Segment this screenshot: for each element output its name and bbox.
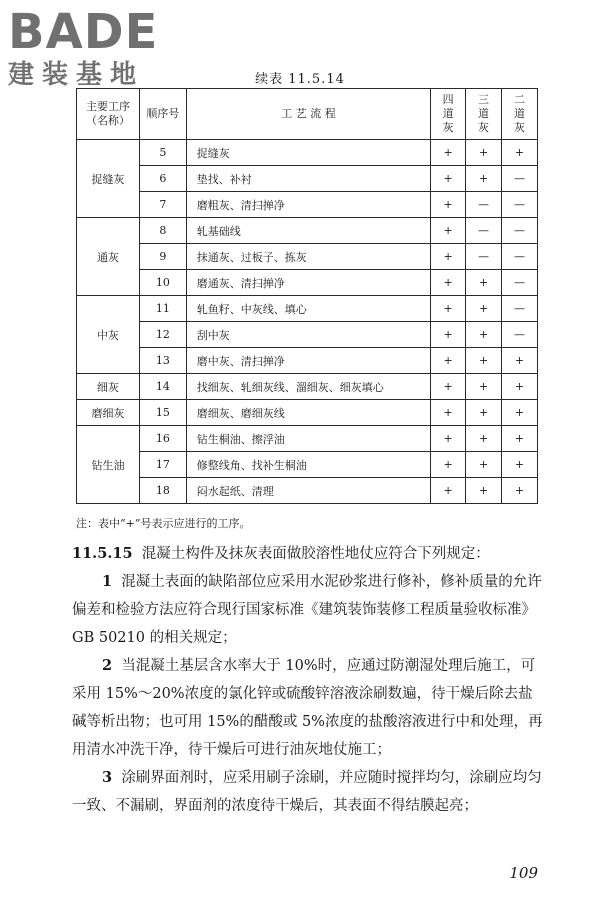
table-caption: 续表 11.5.14: [255, 72, 345, 87]
item-text: 涂刷界面剂时，应采用刷子涂刷，并应随时搅拌均匀，涂刷应均匀一致、不漏刷，界面剂的浓度待干燥后，其表面不得结膜起亮；: [72, 770, 542, 814]
two-coat-cell: —: [502, 296, 538, 322]
item-1: [72, 568, 544, 652]
flow-cell: 垫找、补衬: [186, 166, 430, 192]
table-row: [77, 296, 538, 322]
item-number: 2: [102, 657, 113, 674]
table-note: 注：表中“+”号表示应进行的工序。: [76, 517, 251, 530]
two-coat-cell: —: [502, 218, 538, 244]
two-coat-cell: —: [502, 270, 538, 296]
item-2: [72, 652, 544, 764]
three-coat-cell: +: [466, 270, 502, 296]
item-number: 3: [102, 769, 113, 786]
logo-wordmark: BADE: [8, 4, 159, 60]
section-heading: [72, 540, 544, 568]
process-name-cell: 钻生油: [77, 426, 140, 504]
header-three-coat: 三道灰: [466, 89, 502, 140]
four-coat-cell: +: [431, 140, 466, 166]
flow-cell: 轧基础线: [186, 218, 430, 244]
table-row: [77, 192, 538, 218]
seq-cell: 5: [139, 140, 186, 166]
two-coat-cell: +: [502, 426, 538, 452]
three-coat-cell: +: [466, 348, 502, 374]
seq-cell: 15: [139, 400, 186, 426]
three-coat-cell: —: [466, 218, 502, 244]
seq-cell: 13: [139, 348, 186, 374]
table-row: [77, 400, 538, 426]
process-name-cell: 细灰: [77, 374, 140, 400]
two-coat-cell: —: [502, 192, 538, 218]
three-coat-cell: —: [466, 192, 502, 218]
four-coat-cell: +: [431, 400, 466, 426]
seq-cell: 17: [139, 452, 186, 478]
flow-cell: 找细灰、轧细灰线、溜细灰、细灰填心: [186, 374, 430, 400]
seq-cell: 10: [139, 270, 186, 296]
flow-cell: 钻生桐油、擦浮油: [186, 426, 430, 452]
flow-cell: 修整线角、找补生桐油: [186, 452, 430, 478]
four-coat-cell: +: [431, 478, 466, 504]
four-coat-cell: +: [431, 322, 466, 348]
two-coat-cell: +: [502, 140, 538, 166]
three-coat-cell: —: [466, 244, 502, 270]
process-name-cell: 通灰: [77, 218, 140, 296]
flow-cell: 磨粗灰、清扫掸净: [186, 192, 430, 218]
seq-cell: 18: [139, 478, 186, 504]
four-coat-cell: +: [431, 296, 466, 322]
seq-cell: 12: [139, 322, 186, 348]
flow-cell: 磨通灰、清扫掸净: [186, 270, 430, 296]
two-coat-cell: +: [502, 400, 538, 426]
flow-cell: 磨中灰、清扫掸净: [186, 348, 430, 374]
seq-cell: 6: [139, 166, 186, 192]
four-coat-cell: +: [431, 218, 466, 244]
process-table: [76, 88, 538, 504]
two-coat-cell: +: [502, 348, 538, 374]
three-coat-cell: +: [466, 478, 502, 504]
two-coat-cell: —: [502, 244, 538, 270]
three-coat-cell: +: [466, 452, 502, 478]
four-coat-cell: +: [431, 426, 466, 452]
four-coat-cell: +: [431, 192, 466, 218]
section-title: 混凝土构件及抹灰表面做胶溶性地仗应符合下列规定：: [141, 546, 490, 562]
table-row: [77, 166, 538, 192]
item-text: 混凝土表面的缺陷部位应采用水泥砂浆进行修补，修补质量的允许偏差和检验方法应符合现行国家标准《建筑装饰装修工程质量验收标准》GB 50210 的相关规定；: [72, 574, 542, 646]
three-coat-cell: +: [466, 296, 502, 322]
table-row: [77, 322, 538, 348]
flow-cell: 捉缝灰: [186, 140, 430, 166]
item-number: 1: [102, 573, 113, 590]
item-3: [72, 764, 544, 820]
table-header-row: [77, 89, 538, 140]
two-coat-cell: —: [502, 166, 538, 192]
four-coat-cell: +: [431, 452, 466, 478]
four-coat-cell: +: [431, 270, 466, 296]
table-row: [77, 478, 538, 504]
flow-cell: 轧鱼籽、中灰线、填心: [186, 296, 430, 322]
seq-cell: 8: [139, 218, 186, 244]
table-row: [77, 270, 538, 296]
table-row: [77, 244, 538, 270]
table-row: [77, 374, 538, 400]
seq-cell: 14: [139, 374, 186, 400]
seq-cell: 11: [139, 296, 186, 322]
header-four-coat: 四道灰: [431, 89, 466, 140]
table-row: [77, 426, 538, 452]
logo-subtitle: 建装基地: [8, 60, 145, 90]
header-two-coat: 二道灰: [502, 89, 538, 140]
three-coat-cell: +: [466, 374, 502, 400]
two-coat-cell: +: [502, 452, 538, 478]
header-seq: 顺序号: [139, 89, 186, 140]
section-number: 11.5.15: [72, 545, 133, 562]
table-row: [77, 140, 538, 166]
flow-cell: 抹通灰、过板子、拣灰: [186, 244, 430, 270]
two-coat-cell: +: [502, 374, 538, 400]
process-name-cell: 磨细灰: [77, 400, 140, 426]
flow-cell: 磨细灰、磨细灰线: [186, 400, 430, 426]
two-coat-cell: +: [502, 478, 538, 504]
four-coat-cell: +: [431, 374, 466, 400]
four-coat-cell: +: [431, 348, 466, 374]
three-coat-cell: +: [466, 166, 502, 192]
item-text: 当混凝土基层含水率大于 10%时，应通过防潮湿处理后施工，可采用 15%～20%浓度的氯化锌或硫酸锌溶液涂刷数遍，待干燥后除去盐碱等析出物；也可用 15%的醋酸或 5%浓度的盐酸溶液进行中和处理，再用清水冲洗干净，待干燥后可进行油灰地仗施工；: [72, 658, 543, 758]
table-body: [77, 140, 538, 504]
process-name-cell: 捉缝灰: [77, 140, 140, 218]
three-coat-cell: +: [466, 140, 502, 166]
flow-cell: 闷水起纸、清理: [186, 478, 430, 504]
flow-cell: 刮中灰: [186, 322, 430, 348]
page-number: 109: [509, 864, 538, 882]
seq-cell: 7: [139, 192, 186, 218]
table-row: [77, 348, 538, 374]
table-row: [77, 452, 538, 478]
seq-cell: 9: [139, 244, 186, 270]
four-coat-cell: +: [431, 244, 466, 270]
three-coat-cell: +: [466, 322, 502, 348]
table-row: [77, 218, 538, 244]
two-coat-cell: —: [502, 322, 538, 348]
process-name-cell: 中灰: [77, 296, 140, 374]
three-coat-cell: +: [466, 400, 502, 426]
header-process: 主要工序（名称）: [77, 89, 140, 140]
seq-cell: 16: [139, 426, 186, 452]
three-coat-cell: +: [466, 426, 502, 452]
header-flow: 工 艺 流 程: [186, 89, 430, 140]
four-coat-cell: +: [431, 166, 466, 192]
